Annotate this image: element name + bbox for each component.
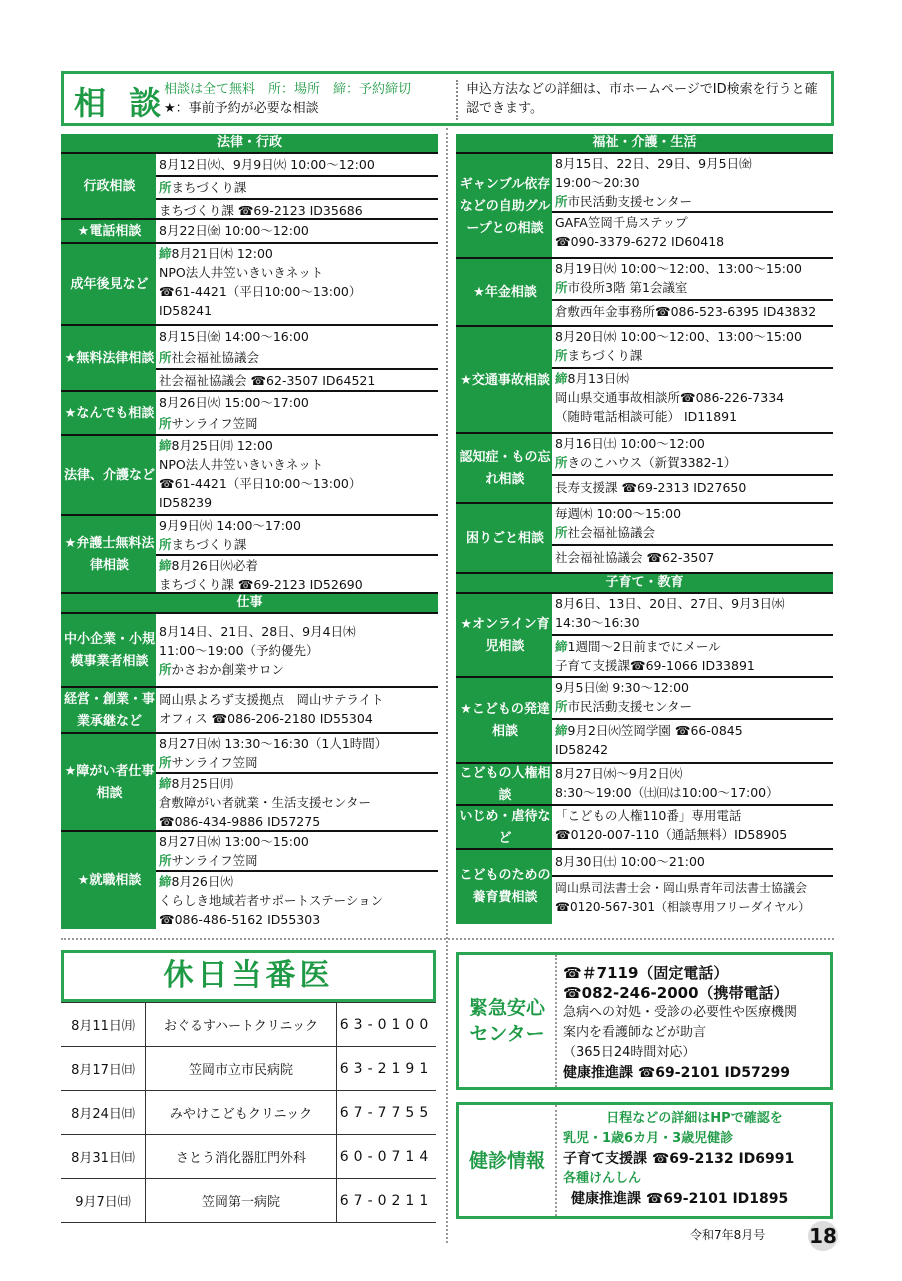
row-label: 経営・創業・事業承継など — [61, 688, 158, 734]
cell-text: 締9月2日㈫笠岡学園 ☎66-0845 — [555, 723, 743, 738]
row-label: こどものための養育費相談 — [456, 850, 554, 924]
holiday-date: 9月7日㈰ — [61, 1179, 146, 1222]
checkup-item-infant: 乳児・1歳6カ月・3歳児健診 — [563, 1131, 734, 1146]
cell-text: 締8月13日㈬ — [555, 371, 629, 386]
table-row — [61, 732, 438, 832]
section-header-work: 仕事 — [61, 592, 438, 612]
cell-text: 倉敷障がい者就業・生活支援センター — [159, 795, 372, 810]
cell-text: GAFA笠岡千鳥ステップ — [555, 215, 688, 230]
emergency-label-line1: 緊急安心 — [468, 997, 545, 1019]
clinic-name: さとう消化器肛門外科 — [146, 1135, 337, 1178]
checkup-note: 日程などの詳細はHPで確認を — [606, 1111, 783, 1126]
cell-text: ☎61-4421（平日10:00～13:00） — [159, 476, 362, 491]
cell-text: 所かさおか創業サロン — [159, 662, 285, 677]
clinic-name: 笠岡第一病院 — [146, 1179, 337, 1222]
cell-text: 岡山県司法書士会・岡山県青年司法書士協議会 — [555, 881, 808, 895]
cell-text: 8月15日、22日、29日、9月5日㈮ — [555, 156, 752, 171]
table-row — [61, 1179, 436, 1223]
cell-text: 所まちづくり課 — [156, 535, 438, 556]
cell-text: 岡山県よろず支援拠点 岡山サテライト — [159, 692, 384, 707]
header-note-reservation: ★：事前予約が必要な相談 — [164, 101, 319, 116]
cell-text: 締8月26日㈫ — [159, 874, 233, 889]
cell-text: 所社会福祉協議会 — [552, 523, 833, 546]
cell-text: ☎61-4421（平日10:00～13:00） — [159, 284, 362, 299]
row-label: 法律、介護など — [61, 436, 158, 516]
clinic-phone: 60-0714 — [339, 1148, 434, 1165]
cell-text: 長寿支援課 ☎69-2313 ID27650 — [555, 480, 747, 495]
cell-text: ☎0120-567-301（相談専用フリーダイヤル） — [555, 900, 811, 914]
row-label: 困りごと相談 — [456, 504, 554, 574]
cell-text: ID58239 — [159, 495, 213, 510]
row-label: こどもの人権相談 — [456, 764, 554, 806]
cell-text: 11:00～19:00（予約優先） — [159, 643, 319, 658]
table-row — [456, 676, 833, 764]
cell-text: 19:00～20:30 — [555, 175, 640, 190]
cell-text: 毎週㈭ 10:00～15:00 — [555, 506, 682, 521]
holiday-doctor-title: 休日当番医 — [61, 950, 436, 1002]
header-divider — [456, 80, 458, 120]
cell-text: 社会福祉協議会 ☎62-3507 ID64521 — [159, 373, 376, 388]
left-consultation-table — [61, 134, 438, 927]
table-row — [61, 390, 438, 436]
emergency-center-label — [459, 955, 557, 1087]
cell-text: 所市民活動支援センター — [552, 192, 833, 213]
table-row — [61, 324, 438, 392]
row-label: 行政相談 — [61, 154, 158, 220]
page-number: 18 — [808, 1221, 838, 1251]
cell-text: 8月16日㈯ 10:00～12:00 — [555, 436, 705, 451]
cell-text: 8月26日㈫ 15:00～17:00 — [159, 395, 309, 410]
row-label: ★無料法律相談 — [61, 326, 158, 392]
cell-text: 所まちづくり課 — [552, 346, 833, 369]
consultation-header — [61, 71, 834, 126]
health-checkup-label: 健診情報 — [459, 1105, 557, 1216]
cell-text: ☎0120-007-110（通話無料）ID58905 — [555, 827, 788, 842]
cell-text: 9月9日㈫ 14:00～17:00 — [159, 518, 301, 533]
cell-text: 所サンライフ笠岡 — [156, 851, 438, 872]
section-header-childcare: 子育て・教育 — [456, 572, 833, 592]
right-consultation-table — [456, 134, 833, 922]
cell-text: 締8月25日㈪ 12:00 — [159, 438, 273, 453]
cell-text: 8月27日㈬ 13:00～15:00 — [159, 834, 309, 849]
table-row — [61, 612, 438, 688]
cell-text: 所市民活動支援センター — [552, 697, 833, 720]
table-row — [61, 218, 438, 244]
cell-text: 所社会福祉協議会 — [156, 347, 438, 370]
cell-text: 所サンライフ笠岡 — [159, 416, 258, 431]
table-row — [61, 1047, 436, 1091]
cell-text: 8月27日㈬ 13:30～16:30（1人1時間） — [159, 736, 388, 751]
row-label: ギャンブル依存などの自助グループとの相談 — [456, 154, 554, 259]
row-label: 中小企業・小規模事業者相談 — [61, 614, 158, 688]
clinic-name: みやけこどもクリニック — [146, 1091, 337, 1134]
table-row — [61, 152, 438, 220]
cell-text: （随時電話相談可能） ID11891 — [555, 409, 738, 424]
emergency-tel-mobile: ☎082-246-2000（携帯電話） — [563, 984, 789, 1002]
emergency-contact: 健康推進課 ☎69-2101 ID57299 — [563, 1065, 790, 1081]
row-label: ★年金相談 — [456, 259, 554, 327]
clinic-name: おぐるすハートクリニック — [146, 1003, 337, 1046]
clinic-name: 笠岡市立市民病院 — [146, 1047, 337, 1090]
row-label: ★オンライン育児相談 — [456, 594, 554, 678]
row-label: ★なんでも相談 — [61, 392, 158, 436]
cell-text: 所サンライフ笠岡 — [156, 753, 438, 774]
cell-text: オフィス ☎086-206-2180 ID55304 — [159, 711, 373, 726]
cell-text: くらしき地域若者サポートステーション — [159, 893, 384, 908]
table-row — [456, 848, 833, 924]
table-row — [61, 686, 438, 734]
table-row — [456, 257, 833, 327]
table-row — [61, 514, 438, 594]
cell-text: ID58241 — [159, 303, 213, 318]
row-label: ★弁護士無料法律相談 — [61, 516, 158, 594]
header-note-free: 相談は全て無料 所：場所 締：予約締切 — [164, 82, 412, 97]
holiday-date: 8月17日㈰ — [61, 1047, 146, 1090]
table-row — [456, 325, 833, 434]
table-row — [61, 1091, 436, 1135]
cell-text: まちづくり課 ☎69-2123 ID52690 — [159, 577, 363, 592]
clinic-phone: 63-0100 — [339, 1016, 434, 1033]
row-label: ★就職相談 — [61, 832, 158, 929]
cell-text: 倉敷西年金事務所☎086-523-6395 ID43832 — [555, 304, 817, 319]
table-row — [456, 804, 833, 850]
issue-label: 令和7年8月号 — [690, 1228, 766, 1242]
table-row — [61, 434, 438, 516]
cell-text: 締1週間～2日前までにメール — [555, 639, 721, 654]
cell-text: ID58242 — [555, 742, 609, 757]
header-info: 申込方法などの詳細は、市ホームページでID検索を行うと確認できます。 — [466, 82, 818, 116]
cell-text: 8月27日㈬～9月2日㈫ — [555, 766, 683, 781]
row-label: 認知症・もの忘れ相談 — [456, 434, 554, 504]
cell-text: NPO法人井笠いきいきネット — [159, 265, 324, 280]
cell-text: 9月5日㈮ 9:30～12:00 — [555, 680, 689, 695]
checkup-item-general: 各種けんしん — [563, 1171, 642, 1186]
cell-text: 8月20日㈬ 10:00～12:00、13:00～15:00 — [555, 329, 802, 344]
row-label: ★交通事故相談 — [456, 327, 554, 434]
cell-text: 8月22日㈮ 10:00～12:00 — [159, 223, 309, 238]
cell-text: ☎086-486-5162 ID55303 — [159, 912, 321, 927]
cell-text: ☎086-434-9886 ID57275 — [159, 814, 321, 829]
emergency-tel-landline: ☎＃7119（固定電話） — [563, 964, 729, 982]
cell-text: 所市役所3階 第1会議室 — [552, 278, 833, 301]
cell-text: 社会福祉協議会 ☎62-3507 — [555, 550, 715, 565]
page-title: 相 談 — [74, 84, 168, 122]
header-notes — [164, 80, 411, 118]
holiday-date: 8月24日㈰ — [61, 1091, 146, 1134]
table-row — [61, 1135, 436, 1179]
cell-text: 8月19日㈫ 10:00～12:00、13:00～15:00 — [555, 261, 802, 276]
emergency-desc: 案内を看護師などが助言 — [563, 1025, 707, 1040]
holiday-doctor-table — [61, 1002, 436, 1223]
cell-text: 8月30日㈯ 10:00～21:00 — [552, 850, 833, 877]
row-label: 成年後見など — [61, 244, 158, 326]
table-row — [456, 592, 833, 678]
section-header-welfare: 福祉・介護・生活 — [456, 134, 833, 152]
cell-text: 所まちづくり課 — [156, 177, 438, 200]
cell-text: 「こどもの人権110番」専用電話 — [555, 808, 742, 823]
table-row — [456, 502, 833, 574]
cell-text: 岡山県交通事故相談所☎086-226-7334 — [555, 390, 785, 405]
row-label: ★電話相談 — [61, 220, 158, 244]
cell-text: 所きのこハウス（新賀3382-1） — [552, 453, 833, 476]
cell-text: ☎090-3379-6272 ID60418 — [555, 234, 725, 249]
cell-text: NPO法人井笠いきいきネット — [159, 457, 324, 472]
health-checkup-box — [456, 1102, 833, 1219]
checkup-contact-childcare: 子育て支援課 ☎69-2132 ID6991 — [563, 1151, 795, 1167]
row-label: ★こどもの発達相談 — [456, 678, 554, 764]
emergency-label-line2: センター — [469, 1023, 545, 1045]
holiday-date: 8月31日㈰ — [61, 1135, 146, 1178]
checkup-contact-health: 健康推進課 ☎69-2101 ID1895 — [571, 1191, 789, 1207]
cell-text: 8月14日、21日、28日、9月4日㈭ — [159, 624, 356, 639]
table-row — [456, 762, 833, 806]
cell-text: 締8月26日㈫必着 — [159, 558, 258, 573]
cell-text: 8月12日㈫、9月9日㈫ 10:00～12:00 — [156, 154, 438, 177]
emergency-center-box — [456, 952, 833, 1090]
cell-text: まちづくり課 ☎69-2123 ID35686 — [159, 203, 363, 218]
clinic-phone: 67-0211 — [339, 1192, 434, 1209]
emergency-hours: （365日24時間対応） — [563, 1045, 696, 1060]
cell-text: 子育て支援課☎69-1066 ID33891 — [555, 658, 755, 673]
cell-text: 締8月25日㈪ — [159, 776, 233, 791]
table-row — [61, 242, 438, 326]
vertical-divider — [446, 128, 448, 1243]
row-label: いじめ・虐待など — [456, 806, 554, 850]
table-row — [456, 152, 833, 259]
cell-text: 締8月21日㈭ 12:00 — [159, 246, 273, 261]
row-label: ★障がい者仕事相談 — [61, 734, 158, 832]
clinic-phone: 63-2191 — [339, 1060, 434, 1077]
table-row — [456, 432, 833, 504]
cell-text: 8月6日、13日、20日、27日、9月3日㈬ — [555, 596, 785, 611]
cell-text: 8月15日㈮ 14:00～16:00 — [159, 329, 309, 344]
cell-text: 8:30～19:00（㈯㈰は10:00～17:00） — [555, 785, 779, 800]
holiday-date: 8月11日㈪ — [61, 1003, 146, 1046]
horizontal-divider — [61, 938, 834, 940]
emergency-desc: 急病への対処・受診の必要性や医療機関 — [563, 1005, 798, 1020]
clinic-phone: 67-7755 — [339, 1104, 434, 1121]
table-row — [61, 830, 438, 929]
cell-text: 14:30～16:30 — [552, 613, 833, 636]
table-row — [61, 1003, 436, 1047]
section-header-law: 法律・行政 — [61, 134, 438, 152]
